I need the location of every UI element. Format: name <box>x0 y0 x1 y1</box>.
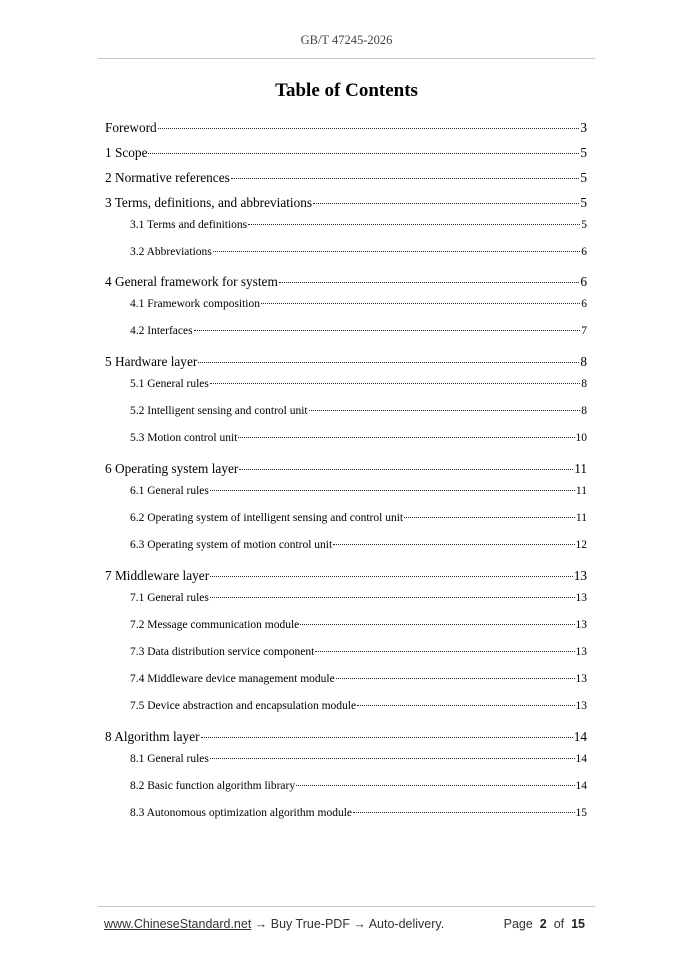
toc-entry[interactable] <box>105 729 587 745</box>
footer-site-link[interactable]: www.ChineseStandard.net <box>104 917 252 931</box>
toc-entry[interactable] <box>105 274 587 290</box>
toc-entry-page: 8 <box>581 405 587 417</box>
toc-entry-page: 5 <box>580 145 587 160</box>
toc-dot-leader <box>238 437 574 438</box>
toc-dot-leader <box>261 303 580 304</box>
toc-entry-label: 6 Operating system layer <box>105 461 239 476</box>
toc-entry-page: 7 <box>581 325 587 337</box>
toc-entry-page: 14 <box>575 753 587 765</box>
toc-dot-leader <box>201 737 573 738</box>
toc-dot-leader <box>333 544 574 545</box>
toc-entry-label: 4.1 Framework composition <box>130 298 260 310</box>
toc-entry[interactable] <box>105 568 587 584</box>
toc-entry[interactable] <box>105 170 587 186</box>
toc-entry-label: 1 Scope <box>105 145 148 160</box>
toc-entry[interactable] <box>130 807 587 819</box>
footer-arrow-1: → <box>251 917 271 931</box>
toc-entry[interactable] <box>130 753 587 765</box>
footer-arrow-2: → <box>349 917 369 931</box>
toc-entry[interactable] <box>130 592 587 604</box>
toc-entry-label: 5 Hardware layer <box>105 354 198 369</box>
toc-dot-leader <box>315 651 574 652</box>
footer-page-total: 15 <box>571 917 585 931</box>
toc-dot-leader <box>198 362 579 363</box>
toc-entry[interactable] <box>130 432 587 444</box>
toc-entry[interactable] <box>130 325 587 337</box>
toc-entry[interactable] <box>130 673 587 685</box>
header-standard-code: GB/T 47245-2026 <box>300 33 393 47</box>
toc-entry-label: 7.4 Middleware device management module <box>130 673 335 685</box>
toc-dot-leader <box>210 576 573 577</box>
toc-entry-page: 5 <box>580 195 587 210</box>
toc-entry-label: 7.5 Device abstraction and encapsulation module <box>130 700 357 712</box>
toc-entry[interactable] <box>130 619 587 631</box>
toc-entry-label: 8.2 Basic function algorithm library <box>130 780 296 792</box>
toc-dot-leader <box>313 203 579 204</box>
toc-entry[interactable] <box>130 378 587 390</box>
toc-dot-leader <box>353 812 575 813</box>
toc-dot-leader <box>210 383 580 384</box>
toc-entry-page: 13 <box>575 700 587 712</box>
toc-entry-label: 5.1 General rules <box>130 378 209 390</box>
toc-entry[interactable] <box>105 120 587 136</box>
toc-entry-page: 12 <box>575 539 587 551</box>
toc-entry-page: 11 <box>574 461 587 476</box>
toc-entry[interactable] <box>130 246 587 258</box>
toc-entry-page: 13 <box>575 673 587 685</box>
toc-dot-leader <box>148 153 579 154</box>
toc-entry-page: 11 <box>575 485 587 497</box>
toc-entry-page: 13 <box>575 592 587 604</box>
toc-entry-label: 4.2 Interfaces <box>130 325 193 337</box>
footer-of-word: of <box>553 917 565 931</box>
toc-dot-leader <box>231 178 580 179</box>
toc-entry[interactable] <box>105 461 587 477</box>
toc-entry-page: 5 <box>580 170 587 185</box>
toc-entry-label: 3.2 Abbreviations <box>130 246 212 258</box>
toc-entry-page: 10 <box>575 432 587 444</box>
toc-entry-label: 4 General framework for system <box>105 274 278 289</box>
toc-entry-page: 11 <box>575 512 587 524</box>
toc-entry[interactable] <box>130 485 587 497</box>
toc-entry[interactable] <box>105 195 587 211</box>
footer-page-indicator <box>504 917 585 931</box>
toc-entry[interactable] <box>130 512 587 524</box>
toc-entry[interactable] <box>130 219 587 231</box>
toc-entry[interactable] <box>130 780 587 792</box>
toc-dot-leader <box>248 224 580 225</box>
toc-entry-label: 3 Terms, definitions, and abbreviations <box>105 195 313 210</box>
toc-entry-label: 7.3 Data distribution service component <box>130 646 315 658</box>
toc-entry-label: 6.3 Operating system of motion control unit <box>130 539 333 551</box>
toc-entry[interactable] <box>105 354 587 370</box>
toc-entry-page: 6 <box>581 246 587 258</box>
toc-entry-label: Foreword <box>105 120 157 135</box>
footer-page-word: Page <box>503 917 533 931</box>
toc-dot-leader <box>210 758 575 759</box>
toc-entry-label: 8 Algorithm layer <box>105 729 200 744</box>
toc-entry-page: 13 <box>575 646 587 658</box>
toc-entry[interactable] <box>130 539 587 551</box>
toc-dot-leader <box>300 624 574 625</box>
toc-dot-leader <box>336 678 575 679</box>
toc-dot-leader <box>194 330 581 331</box>
toc-dot-leader <box>404 517 575 518</box>
toc-entry-page: 15 <box>575 807 587 819</box>
toc-entry[interactable] <box>130 405 587 417</box>
toc-dot-leader <box>296 785 574 786</box>
footer-left <box>104 917 444 931</box>
toc-dot-leader <box>357 705 574 706</box>
toc-entry-label: 6.1 General rules <box>130 485 209 497</box>
footer <box>104 917 585 931</box>
toc-dot-leader <box>210 597 575 598</box>
toc-entry-label: 3.1 Terms and definitions <box>130 219 248 231</box>
toc-entry-label: 5.2 Intelligent sensing and control unit <box>130 405 308 417</box>
toc-entry[interactable] <box>130 700 587 712</box>
toc-entry-label: 5.3 Motion control unit <box>130 432 238 444</box>
toc-entry-page: 6 <box>580 274 587 289</box>
toc-entry-label: 7.1 General rules <box>130 592 209 604</box>
toc-entry-page: 8 <box>580 354 587 369</box>
toc-title: Table of Contents <box>275 80 418 101</box>
toc-entry-page: 14 <box>575 780 587 792</box>
toc-entry-label: 7 Middleware layer <box>105 568 210 583</box>
toc-entry-page: 13 <box>575 619 587 631</box>
toc-dot-leader <box>239 469 573 470</box>
toc-entry-label: 2 Normative references <box>105 170 230 185</box>
toc-entry-label: 8.3 Autonomous optimization algorithm module <box>130 807 352 819</box>
toc-entry-label: 7.2 Message communication module <box>130 619 300 631</box>
toc-entry-page: 5 <box>581 219 587 231</box>
toc-entry-page: 14 <box>573 729 587 744</box>
toc-entry[interactable] <box>130 298 587 310</box>
toc-dot-leader <box>158 128 580 129</box>
toc-entry[interactable] <box>105 145 587 161</box>
toc-entry-page: 8 <box>581 378 587 390</box>
toc-dot-leader <box>279 282 580 283</box>
toc-dot-leader <box>213 251 580 252</box>
toc-dot-leader <box>210 490 575 491</box>
toc-dot-leader <box>309 410 581 411</box>
footer-divider <box>98 906 595 907</box>
toc-entry-page: 3 <box>580 120 587 135</box>
toc-entry-label: 8.1 General rules <box>130 753 209 765</box>
toc-entry-page: 6 <box>581 298 587 310</box>
footer-buy-text: Buy True-PDF <box>270 917 350 931</box>
toc-entry[interactable] <box>130 646 587 658</box>
toc-entry-label: 6.2 Operating system of intelligent sensing and control unit <box>130 512 404 524</box>
toc-entry-page: 13 <box>573 568 587 583</box>
footer-delivery-text: Auto-delivery. <box>368 917 445 931</box>
footer-page-number: 2 <box>539 917 547 931</box>
